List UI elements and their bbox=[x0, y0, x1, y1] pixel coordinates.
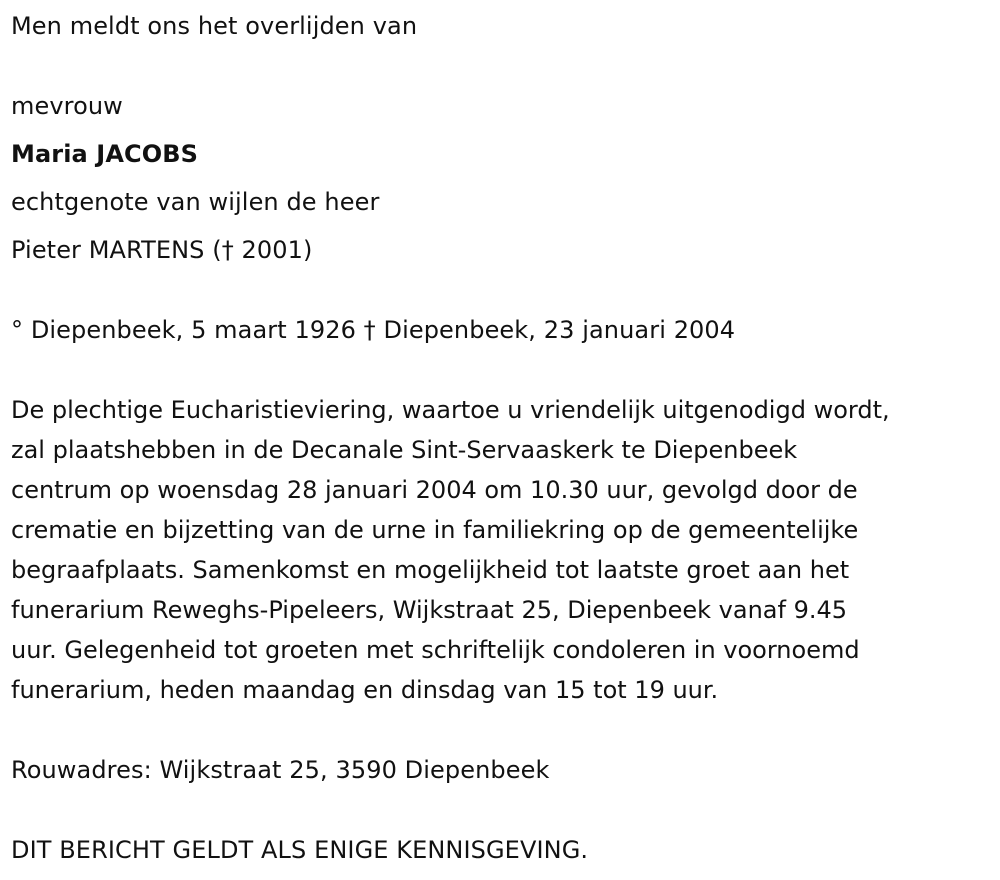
birth-death-dates: ° Diepenbeek, 5 maart 1926 † Diepenbeek, 23 januari 2004 bbox=[11, 316, 736, 344]
mourning-address: Rouwadres: Wijkstraat 25, 3590 Diepenbeek bbox=[11, 756, 550, 784]
paragraph-line: centrum op woensdag 28 januari 2004 om 10.30 uur, gevolgd door de bbox=[11, 476, 858, 504]
spouse-relation: echtgenote van wijlen de heer bbox=[11, 188, 380, 216]
sole-notice-statement: DIT BERICHT GELDT ALS ENIGE KENNISGEVING. bbox=[11, 836, 589, 864]
paragraph-line: funerarium, heden maandag en dinsdag van 15 tot 19 uur. bbox=[11, 676, 719, 704]
paragraph-line: begraafplaats. Samenkomst en mogelijkheid tot laatste groet aan het bbox=[11, 556, 850, 584]
deceased-name: Maria JACOBS bbox=[11, 140, 198, 168]
spouse-name: Pieter MARTENS († 2001) bbox=[11, 236, 313, 264]
paragraph-line: De plechtige Eucharistieviering, waartoe u vriendelijk uitgenodigd wordt, bbox=[11, 396, 890, 424]
paragraph-line: uur. Gelegenheid tot groeten met schriftelijk condoleren in voornoemd bbox=[11, 636, 860, 664]
paragraph-line: crematie en bijzetting van de urne in familiekring op de gemeentelijke bbox=[11, 516, 859, 544]
salutation: mevrouw bbox=[11, 92, 123, 120]
paragraph-line: funerarium Reweghs-Pipeleers, Wijkstraat 25, Diepenbeek vanaf 9.45 bbox=[11, 596, 848, 624]
paragraph-line: zal plaatshebben in de Decanale Sint-Servaaskerk te Diepenbeek bbox=[11, 436, 798, 464]
intro-text: Men meldt ons het overlijden van bbox=[11, 12, 418, 40]
ceremony-paragraph bbox=[11, 390, 991, 710]
